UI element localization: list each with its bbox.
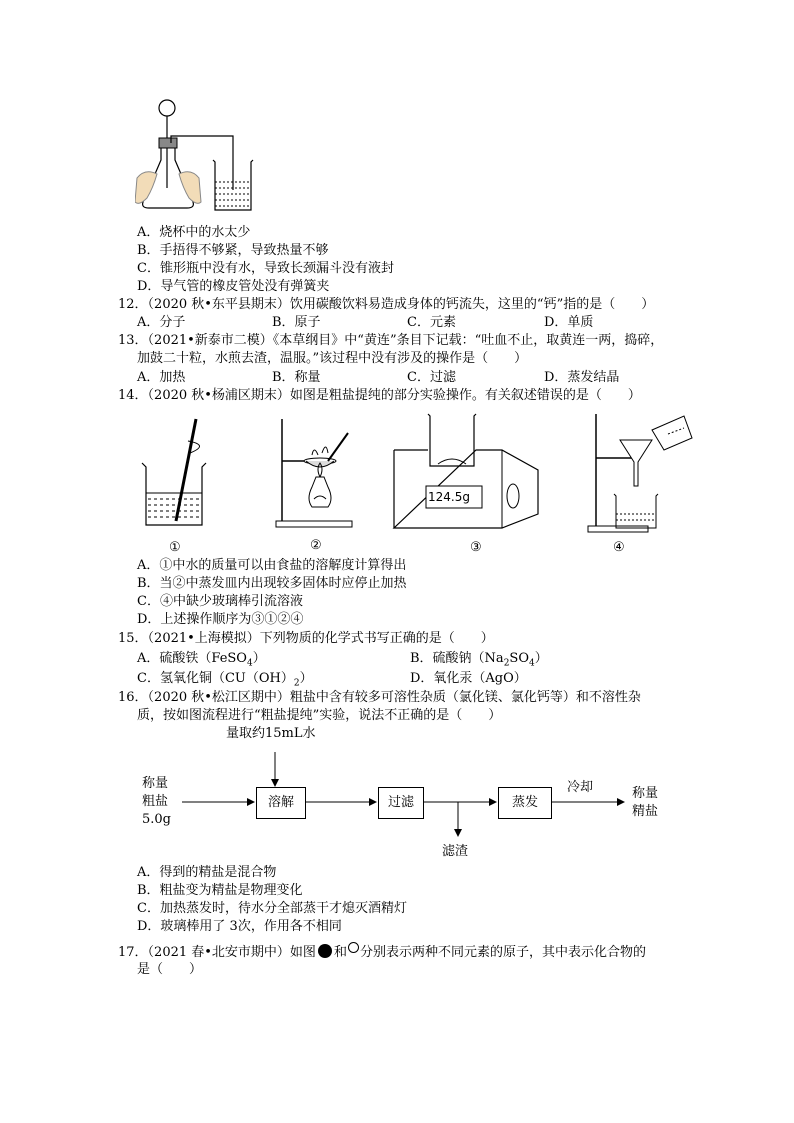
q11-option-d[interactable]: D．导气管的橡皮管处没有弹簧夹 [137,279,330,294]
flow-end-line1: 称量 [632,786,659,801]
q16-option-d[interactable]: D．玻璃棒用了 3次，作用各不相同 [137,919,342,934]
q14-figure-4-filtration [580,410,695,535]
flow-box-evaporate: 蒸发 [498,787,552,819]
q13-stem-line2: 加鼓二十粒，水煎去渣，温服。”该过程中没有涉及的操作是（ ） [137,351,528,366]
q12-option-d[interactable]: D．单质 [544,315,594,330]
filled-atom-icon [318,944,332,958]
airtightness-check-figure [135,98,255,220]
flow-water-label: 量取约15mL水 [226,726,316,741]
q12-option-c[interactable]: C．元素 [407,315,456,330]
flow-box-filter: 过滤 [378,787,424,819]
flow-end-line2: 精盐 [632,804,659,819]
q12-option-b[interactable]: B．原子 [272,315,321,330]
q14-label-4: ④ [613,540,625,555]
flow-start-line2: 粗盐 [142,794,169,809]
q14-option-d[interactable]: D．上述操作顺序为③①②④ [137,612,304,627]
q14-figure-1-dissolving [140,415,210,530]
q16-option-c[interactable]: C．加热蒸发时，待水分全部蒸干才熄灭酒精灯 [137,901,407,916]
q11-option-b[interactable]: B．手捂得不够紧，导致热量不够 [137,243,329,258]
q16-stem-line2: 质，按如图流程进行“粗盐提纯”实验，说法不正确的是（ ） [137,708,502,723]
flow-residue-label: 滤渣 [442,844,469,859]
q16-stem-line1: 16．（2020 秋•松江区期中）粗盐中含有较多可溶性杂质（氯化镁、氯化钙等）和不溶性杂 [118,690,641,705]
q13-option-c[interactable]: C．过滤 [407,370,456,385]
q12-option-a[interactable]: A．分子 [137,315,186,330]
q11-option-c[interactable]: C．锥形瓶中没有水，导致长颈漏斗没有液封 [137,261,394,276]
q15-option-c[interactable]: C．氢氧化铜$(CU(OH)_2)$ [137,671,313,689]
q14-option-c[interactable]: C．④中缺少玻璃棒引流溶液 [137,594,303,609]
q16-option-a[interactable]: A．得到的精盐是混合物 [137,865,277,880]
hollow-atom-icon [348,942,359,953]
q14-label-2: ② [310,538,322,553]
q14-option-b[interactable]: B．当②中蒸发皿内出现较多固体时应停止加热 [137,576,407,591]
q16-option-b[interactable]: B．粗盐变为精盐是物理变化 [137,883,303,898]
q11-option-a[interactable]: A．烧杯中的水太少 [137,225,251,240]
flow-box-dissolve: 溶解 [256,787,306,819]
q14-label-1: ① [169,540,181,555]
q14-stem: 14．（2020 秋•杨浦区期末）如图是粗盐提纯的部分实验操作。有关叙述错误的是（ ） [118,388,641,403]
q17-stem-line2: 是（ ） [137,962,203,977]
q14-label-3: ③ [470,540,482,555]
q13-option-d[interactable]: D．蒸发结晶 [544,370,620,385]
q14-figure-2-evaporation [272,415,357,530]
q15-stem: 15．（2021•上海模拟）下列物质的化学式书写正确的是（ ） [118,631,494,646]
q12-stem: 12．（2020 秋•东平县期末）饮用碳酸饮料易造成身体的钙流失，这里的“钙”指的是（ ） [118,297,655,312]
q13-stem-line1: 13．（2021•新泰市二模）《本草纲目》中“黄连”条目下记载：“吐血不止，取黄连一两，捣碎， [118,333,664,348]
q17-stem-line1: 17．（2021 春•北安市期中）如图 和 分别表示两种不同元素的原子，其中表示化合物的 [118,942,646,961]
flow-start-line1: 称量 [142,776,169,791]
q14-option-a[interactable]: A．①中水的质量可以由食盐的溶解度计算得出 [137,558,407,573]
q15-option-d[interactable]: D．氧化汞（AgO） [410,671,527,686]
q15-option-a[interactable]: A．硫酸铁（FeSO$_4$） [137,651,266,669]
q14-figure-3-balance [390,410,540,535]
q13-option-a[interactable]: A．加热 [137,370,186,385]
flow-cool-label: 冷却 [567,780,594,795]
balance-reading: 124.5g [428,490,470,504]
q13-option-b[interactable]: B．称量 [272,370,321,385]
flow-start-line3: 5.0g [142,812,171,827]
q15-option-b[interactable]: B．硫酸钠$(Na_2SO_4)$ [410,651,548,669]
